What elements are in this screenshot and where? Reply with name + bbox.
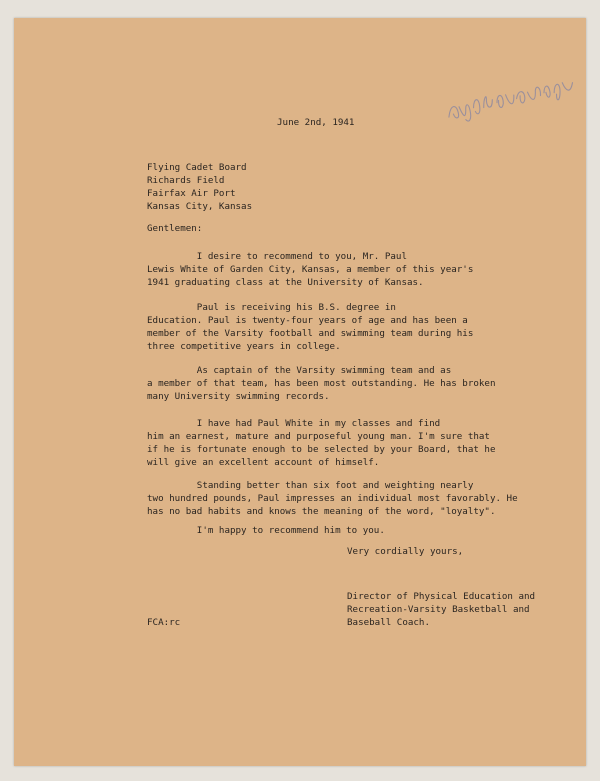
body-paragraph-1: [147, 250, 473, 289]
signature-title-line-3: Baseball Coach.: [347, 617, 430, 628]
body-paragraph-2: [147, 301, 473, 353]
body-line: 1941 graduating class at the University of Kansas.: [147, 277, 424, 288]
body-line: I have had Paul White in my classes and find: [147, 418, 441, 429]
body-line: As captain of the Varsity swimming team and as: [147, 365, 452, 376]
salutation: Gentlemen:: [147, 223, 203, 234]
body-line: him an earnest, mature and purposeful young man. I'm sure that: [147, 431, 490, 442]
body-paragraph-6: [147, 524, 385, 537]
body-line: Standing better than six foot and weighting nearly: [147, 480, 474, 491]
body-line: I desire to recommend to you, Mr. Paul: [147, 251, 407, 262]
body-line: three competitive years in college.: [147, 341, 341, 352]
body-paragraph-3: [147, 364, 495, 403]
letter-date: June 2nd, 1941: [277, 117, 355, 128]
body-paragraph-4: [147, 417, 495, 469]
typist-initials: FCA:rc: [147, 617, 181, 628]
body-line: has no bad habits and knows the meaning of the word, "loyalty".: [147, 506, 496, 517]
body-line: many University swimming records.: [147, 391, 330, 402]
body-paragraph-5: [147, 479, 518, 518]
closing: Very cordially yours,: [347, 546, 464, 557]
recipient-line-4: Kansas City, Kansas: [147, 201, 253, 212]
body-line: two hundred pounds, Paul impresses an individual most favorably. He: [147, 493, 518, 504]
body-line: a member of that team, has been most outstanding. He has broken: [147, 378, 496, 389]
body-line: if he is fortunate enough to be selected by your Board, that he: [147, 444, 496, 455]
body-line: Paul is receiving his B.S. degree in: [147, 302, 396, 313]
recipient-line-1: Flying Cadet Board: [147, 162, 247, 173]
body-line: I'm happy to recommend him to you.: [147, 525, 385, 536]
body-line: Education. Paul is twenty-four years of age and has been a: [147, 315, 468, 326]
signature-title-line-1: Director of Physical Education and: [347, 591, 536, 602]
handwritten-annotation: [440, 65, 594, 129]
recipient-line-3: Fairfax Air Port: [147, 188, 236, 199]
body-line: Lewis White of Garden City, Kansas, a member of this year's: [147, 264, 474, 275]
recipient-line-2: Richards Field: [147, 175, 225, 186]
body-line: will give an excellent account of himself.: [147, 457, 380, 468]
letter-page: [14, 18, 586, 766]
signature-title-line-2: Recreation-Varsity Basketball and: [347, 604, 530, 615]
body-line: member of the Varsity football and swimming team during his: [147, 328, 474, 339]
